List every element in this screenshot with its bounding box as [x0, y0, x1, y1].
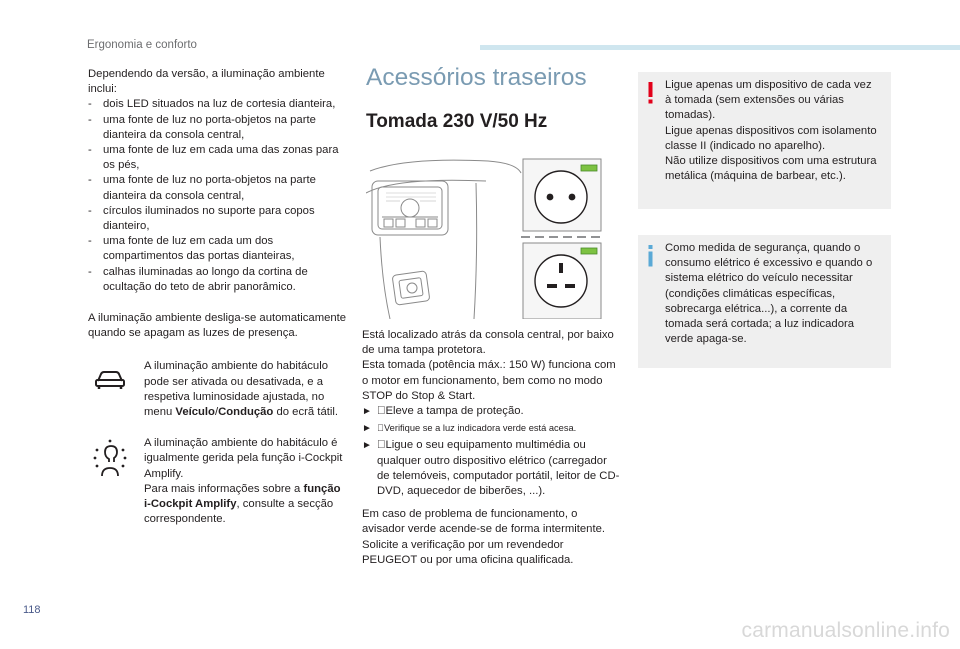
section-title: Acessórios traseiros: [366, 64, 587, 91]
step-item: ► Eleve a tampa de proteção.: [362, 404, 620, 419]
flat-pin-socket-panel: [523, 243, 601, 319]
ambient-auto-off-text: A iluminação ambiente desliga-se automaticamente quando se apagam as luzes de presença.: [88, 312, 347, 340]
list-item: - uma fonte de luz no porta-objetos na parte dianteira da consola central,: [88, 113, 350, 143]
vehicle-menu-text: A iluminação ambiente do habitáculo pode ser ativada ou desativada, e a respetiva luminosidade ajustada, no menu Veículo/Condução do ecrã tátil.: [144, 360, 339, 419]
list-item: - uma fonte de luz em cada uma das zonas para os pés,: [88, 143, 350, 173]
socket-text-column: [362, 328, 620, 568]
vehicle-menu-info: [88, 359, 350, 420]
warning-line: Não utilize dispositivos com uma estrutura metálica (máquina de barbear, etc.).: [665, 155, 877, 183]
socket-title: Tomada 230 V/50 Hz: [366, 111, 548, 132]
warning-exclamation-icon: [648, 82, 652, 109]
arrow-icon: ►: [362, 423, 372, 435]
car-icon: [88, 359, 132, 399]
arrow-icon: ►: [362, 406, 372, 418]
step-item: ► Ligue o seu equipamento multimédia ou qualquer outro dispositivo elétrico (carregador de telemóveis, computador portátil, leitor de CD-DVD, aquecedor de biberões, ...).: [362, 439, 620, 498]
list-item: - círculos iluminados no suporte para copos dianteiro,: [88, 204, 350, 234]
section-header-label: Ergonomia e conforto: [87, 39, 197, 51]
warning-line: Ligue apenas dispositivos com isolamento classe II (indicado no aparelho).: [665, 124, 877, 152]
rear-socket-illustration: [366, 153, 610, 319]
list-item: - uma fonte de luz em cada um dos compartimentos das portas dianteiras,: [88, 234, 350, 264]
trouble-dealer-text: Solicite a verificação por um revendedor PEUGEOT ou por uma oficina qualificada.: [362, 538, 574, 566]
warning-line: Ligue apenas um dispositivo de cada vez à tomada (sem extensões ou várias tomadas).: [665, 79, 872, 122]
list-item: - dois LED situados na luz de cortesia dianteira,: [88, 97, 350, 112]
socket-location-text: Está localizado atrás da consola central, por baixo de uma tampa protetora.: [362, 329, 614, 357]
list-item: - calhas iluminadas ao longo da cortina de ocultação do teto de abrir panorâmico.: [88, 265, 350, 295]
trouble-text: Em caso de problema de funcionamento, o avisador verde acende-se de forma intermitente.: [362, 508, 606, 536]
cockpit-amplify-text: A iluminação ambiente do habitáculo é igualmente gerida pela função i-Cockpit Amplify. Para mais informações sobre a função i-Cockpit Amplify, consulte a secção correspondente.: [144, 437, 343, 526]
ambient-lighting-column: [88, 67, 350, 527]
page-number: 118: [23, 604, 41, 616]
section-header-bar: [480, 45, 960, 50]
cockpit-amplify-info: [88, 436, 350, 527]
ambient-intro: Dependendo da versão, a iluminação ambiente inclui:: [88, 68, 325, 96]
info-i-icon: [648, 245, 652, 272]
list-item: - uma fonte de luz no porta-objetos na parte dianteira da consola central,: [88, 173, 350, 203]
step-item: ► Verifique se a luz indicadora verde está acesa.: [362, 421, 620, 436]
round-pin-socket-panel: [523, 159, 601, 231]
socket-power-text: Esta tomada (potência máx.: 150 W) funciona com o motor em funcionamento, bem como no modo STOP do Stop & Start.: [362, 359, 616, 402]
info-box: [638, 235, 891, 368]
i-cockpit-amplify-icon: [88, 436, 132, 476]
arrow-icon: ►: [362, 440, 372, 452]
ambient-lighting-list: [88, 97, 350, 295]
info-text: Como medida de segurança, quando o consumo elétrico é excessivo e quando o sistema elétrico do veículo necessitar (condições climáticas específicas, sobrecarga elétrica...), a corrente da tomada será cortada; a luz indicadora verde apaga-se.: [665, 242, 873, 346]
warning-box: [638, 72, 891, 209]
watermark: carmanualsonline.info: [741, 619, 950, 642]
